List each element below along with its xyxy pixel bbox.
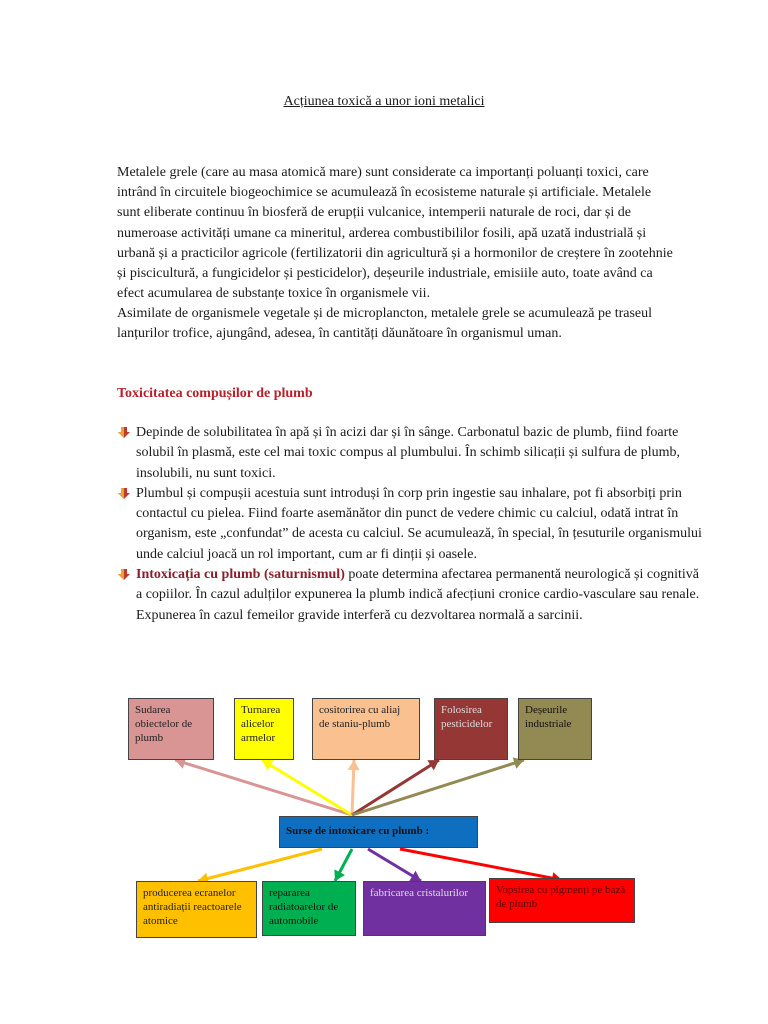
bullet-text: Plumbul și compușii acestuia sunt introduși în corp prin ingestie sau inhalare, pot fi absorbiți prin contactul cu pielea. Fiind foarte asemănător din punct de vedere chimic cu calciul, odată intrat în organism, este „confundat” de acesta cu calciul. Se acumulează, în special, în țesuturile organismului unde calciul joacă un rol important, cum ar fi dinții și oasele. [136,485,702,562]
source-box-radiator-repair: repararea radiatoarelor de automobile [262,881,356,936]
arrow-top-2-head [348,760,360,770]
source-box-welding: Sudarea obiectelor de plumb [128,698,214,760]
paragraph-2: Asimilate de organismele vegetale și de microplancton, metalele grele se acumulează pe traseul lanțurilor trofice, ajungând, adesea, în cantități dăunătoare în organismul uman. [117,306,653,342]
center-box-lead-sources: Surse de intoxicare cu plumb : [279,816,478,848]
source-box-industrial-waste: Deșeurile industriale [518,698,592,760]
source-box-lead-paint: Vopsirea cu pigmenți pe bază de plumb [489,878,635,923]
arrow-bottom-3 [400,849,562,880]
section-heading: Toxicitatea compușilor de plumb [117,386,313,401]
source-box-radiation-screens: producerea ecranelor antiradiații reactoarele atomice [136,881,257,938]
paragraph-1: Metalele grele (care au masa atomică mare) sunt considerate ca importanți poluanți toxici, care intrând în circuitele biogeochimice se acumulează în ecosisteme naturale și artificiale. Metalele sunt eliberate continuu în biosferă de erupții vulcanice, intemperii naturale de roci, dar și de numeroase activități umane ca mineritul, arderea combustibililor fosili, apă uzată industrială și urbană și a practicilor agricole (fertilizatorii din agricultură și a hormonilor de creștere în zootehnie și piscicultură, a fungicidelor și pesticidelor), deșeurile industriale, emisiile auto, toate având ca efect acumularea de substanțe toxice în organismele vii. [117,165,673,302]
arrow-bottom-0 [198,849,322,881]
bullet-highlight: Intoxicația cu plumb (saturnismul) [136,567,345,583]
document-title: Acțiunea toxică a unor ioni metalici [283,94,485,109]
arrow-top-0 [175,760,352,815]
arrow-top-4 [352,760,524,815]
source-box-crystal-making: fabricarea cristalurilor [363,881,486,936]
arrow-top-1 [262,760,352,815]
bullet-text: poate determina afectarea permanentă neurologică și cognitivă a copiilor. În cazul adulților expunerea la plumb indică afecțiuni cronice cardio-vasculare sau renale. Expunerea în cazul femeilor gravide interferă cu dezvoltarea normală a sarcinii. [136,567,700,623]
source-box-shot-casting: Turnarea alicelor armelor [234,698,294,760]
bullet-text: Depinde de solubilitatea în apă și în acizi dar și în sânge. Carbonatul bazic de plumb, fiind foarte solubil în plasmă, este cel mai toxic compus al plumbului. În schimb silicații și sulfura de plumb, insolubili, nu sunt toxici. [136,425,680,481]
arrow-top-3 [352,760,439,815]
source-box-pesticides: Folosirea pesticidelor [434,698,508,760]
source-box-tinning: cositorirea cu aliaj de staniu-plumb [312,698,420,760]
